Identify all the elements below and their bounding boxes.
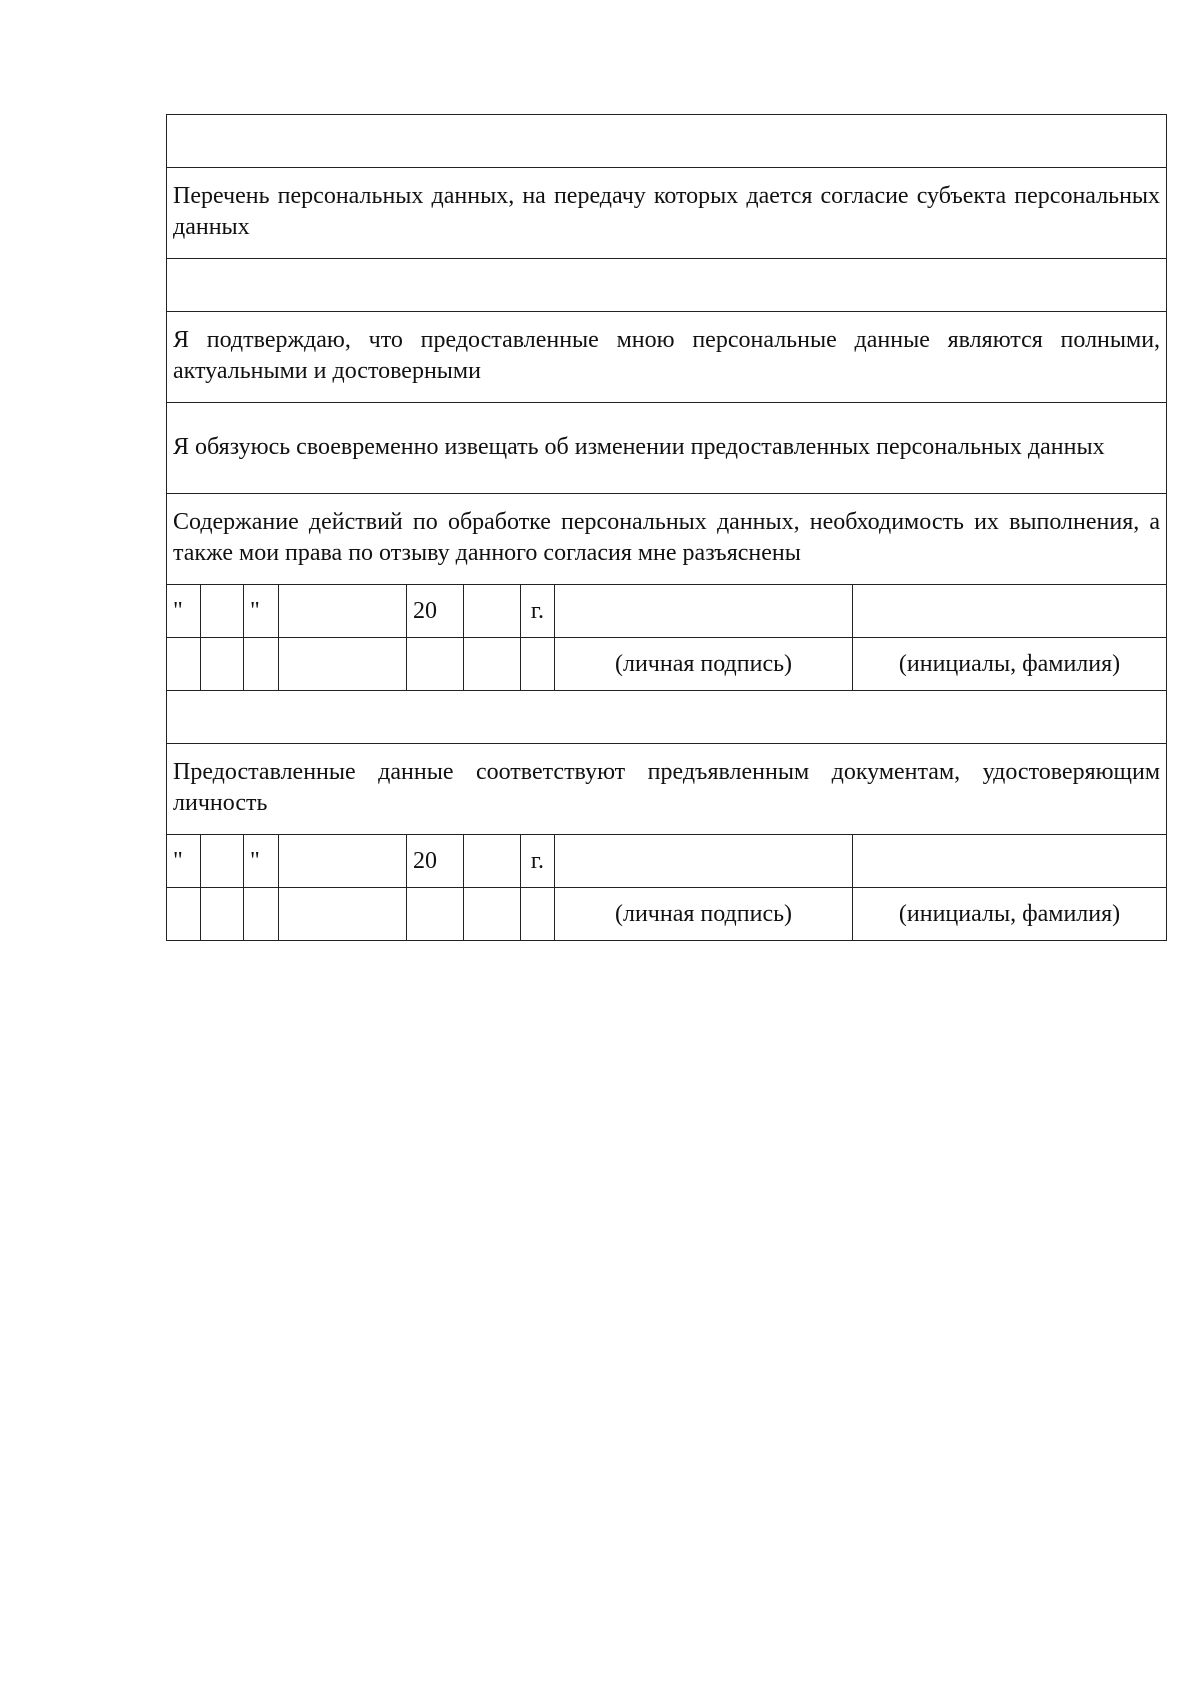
caption-row-2 <box>167 888 1167 941</box>
year-field[interactable] <box>464 835 521 888</box>
signature-field[interactable] <box>555 835 853 888</box>
day-field[interactable] <box>201 585 244 638</box>
empty-cell <box>167 888 201 941</box>
year-suffix: г. <box>521 585 555 638</box>
personal-data-list-field[interactable] <box>167 259 1167 312</box>
year-prefix: 20 <box>407 585 464 638</box>
empty-cell <box>407 638 464 691</box>
blank-row <box>167 115 1167 168</box>
empty-cell <box>279 638 407 691</box>
confirmation-statement: Я подтверждаю, что предоставленные мною персональные данные являются полными, актуальными и достоверными <box>167 312 1167 403</box>
year-suffix: г. <box>521 835 555 888</box>
empty-cell <box>521 888 555 941</box>
name-caption: (инициалы, фамилия) <box>853 888 1167 941</box>
date-quote-open: " <box>167 585 201 638</box>
caption-row-1 <box>167 638 1167 691</box>
verification-statement: Предоставленные данные соответствуют предъявленным документам, удостоверяющим личность <box>167 744 1167 835</box>
empty-cell <box>201 638 244 691</box>
text-row <box>167 312 1167 403</box>
name-field[interactable] <box>853 585 1167 638</box>
empty-cell <box>521 638 555 691</box>
empty-cell <box>244 638 279 691</box>
empty-cell <box>407 888 464 941</box>
empty-cell <box>167 638 201 691</box>
blank-row <box>167 259 1167 312</box>
month-field[interactable] <box>279 835 407 888</box>
text-row <box>167 168 1167 259</box>
personal-data-list-label: Перечень персональных данных, на передачу которых дается согласие субъекта персональных данных <box>167 168 1167 259</box>
date-row-1 <box>167 585 1167 638</box>
empty-cell <box>464 888 521 941</box>
empty-cell <box>464 638 521 691</box>
text-row <box>167 403 1167 494</box>
blank-row <box>167 691 1167 744</box>
date-row-2 <box>167 835 1167 888</box>
blank-field[interactable] <box>167 691 1167 744</box>
signature-caption: (личная подпись) <box>555 638 853 691</box>
rights-explained-statement: Содержание действий по обработке персональных данных, необходимость их выполнения, а также мои права по отзыву данного согласия мне разъяснены <box>167 494 1167 585</box>
empty-cell <box>279 888 407 941</box>
date-quote-close: " <box>244 585 279 638</box>
text-row <box>167 494 1167 585</box>
day-field[interactable] <box>201 835 244 888</box>
signature-field[interactable] <box>555 585 853 638</box>
month-field[interactable] <box>279 585 407 638</box>
date-quote-close: " <box>244 835 279 888</box>
empty-cell <box>244 888 279 941</box>
year-field[interactable] <box>464 585 521 638</box>
date-quote-open: " <box>167 835 201 888</box>
text-row <box>167 744 1167 835</box>
notification-obligation-statement: Я обязуюсь своевременно извещать об изменении предоставленных персональных данных <box>167 403 1167 494</box>
empty-cell <box>201 888 244 941</box>
year-prefix: 20 <box>407 835 464 888</box>
name-caption: (инициалы, фамилия) <box>853 638 1167 691</box>
blank-field[interactable] <box>167 115 1167 168</box>
consent-form-table <box>166 114 1167 941</box>
signature-caption: (личная подпись) <box>555 888 853 941</box>
name-field[interactable] <box>853 835 1167 888</box>
